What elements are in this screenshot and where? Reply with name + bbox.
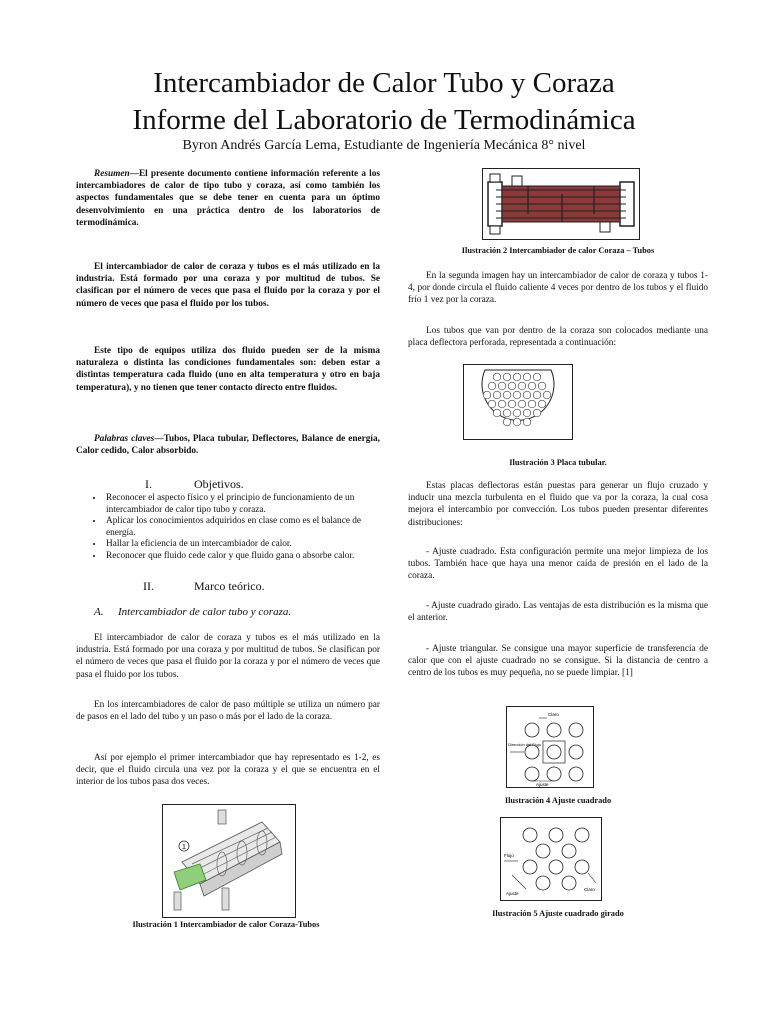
figure-5-caption: Ilustración 5 Ajuste cuadrado girado — [492, 909, 624, 918]
tube-plate-illustration — [463, 364, 573, 440]
figure-1-heat-exchanger — [162, 804, 296, 918]
right-paragraph-1 — [408, 270, 708, 307]
keywords-dash: — — [154, 434, 164, 444]
right-paragraph-6-text: - Ajuste triangular. Se consigue una mayor superficie de transferencia de calor que con el ajuste cuadrado no se consigue. Si la distancia de centro a centro de los tubos es muy pequeña, no se puede limpiar. [1] — [408, 644, 708, 679]
right-paragraph-5-text: - Ajuste cuadrado girado. Las ventajas de esta distribución es la misma que el anterior. — [408, 601, 708, 624]
figure-1-marker: 1 — [182, 844, 186, 851]
heat-exchanger-sectional-illustration — [482, 168, 640, 240]
theory-paragraph-1 — [76, 632, 380, 681]
theory-paragraph-3-text: Así por ejemplo el primer intercambiador que hay representado es 1-2, es decir, que el fluido circula una vez por la coraza y el que se encuentra en el interior de los tubos pasa dos veces. — [76, 753, 380, 788]
figure-3-tube-plate — [463, 364, 573, 440]
right-paragraph-3 — [408, 480, 708, 529]
subsection-a-number: A. — [94, 606, 104, 618]
theory-paragraph-3 — [76, 752, 380, 789]
figure-5-label-left: Flujo — [504, 853, 514, 858]
figure-4-caption: Ilustración 4 Ajuste cuadrado — [504, 796, 612, 805]
paper-author: Byron Andrés García Lema, Estudiante de Ingeniería Mecánica 8° nivel — [182, 138, 586, 153]
paper-title-line-1: Intercambiador de Calor Tubo y Coraza — [153, 67, 615, 99]
right-paragraph-5 — [408, 600, 708, 624]
right-paragraph-6 — [408, 643, 708, 680]
square-pitch-diagram — [506, 706, 594, 788]
figure-4-label-bottom: Ajuste — [536, 782, 549, 787]
objective-item: • Reconocer el aspecto físico y el principio de funcionamiento de un intercambiador de calor tipo tubo y coraza. — [104, 493, 376, 516]
figure-4-label-left: Dirección del Flujo — [508, 742, 541, 747]
right-paragraph-4 — [408, 546, 708, 583]
abstract — [76, 168, 380, 229]
theory-paragraph-1-text: El intercambiador de calor de coraza y tubos es el más utilizado en la industria. Está formado por una coraza y por multitud de tubos. Se clasifican por el número de veces que pasa el fluido por la coraza y por el número de veces que pasa el fluido por los tubos. — [76, 633, 380, 680]
objectives-list — [76, 493, 376, 563]
right-paragraph-3-text: Estas placas deflectoras están puestas para generar un flujo cruzado y inducir una mezcla turbulenta en el fluido que va por la coraza, la cual cosa mejora el intercambio por convección. Los tubos pueden presentar diferentes distribuciones: — [408, 481, 708, 528]
figure-2-caption: Ilustración 2 Intercambiador de calor Coraza – Tubos — [461, 246, 655, 255]
heat-exchanger-3d-illustration — [162, 804, 296, 918]
figure-5-label-right: Claro — [584, 887, 595, 892]
right-paragraph-4-text: - Ajuste cuadrado. Esta configuración permite una mejor limpieza de los tubos. También hace que haya una menor caída de presión en el lado de la coraza. — [408, 547, 708, 582]
intro-paragraph-1 — [76, 261, 380, 310]
figure-4-square-pitch — [506, 706, 594, 788]
section-1-number: I. — [145, 477, 152, 491]
abstract-text: El presente documento contiene información referente a los intercambiadores de calor de tipo tubo y coraza, así como también los aspectos fundamentales que se debe tener en cuenta para un óptimo desenvolvimiento en una práctica dentro de los laboratorios de termodinámica. — [76, 169, 380, 228]
keywords — [76, 433, 380, 457]
figure-5-label-bottom-left: Ajuste — [506, 891, 519, 896]
keywords-label: Palabras claves — [94, 434, 155, 444]
objective-item: • Aplicar los conocimientos adquiridos en clase como es el balance de energía. — [104, 516, 376, 539]
right-paragraph-2 — [408, 325, 708, 349]
section-2-number: II. — [143, 579, 154, 593]
intro-paragraph-1-text: El intercambiador de calor de coraza y tubos es el más utilizado en la industria. Está formado por una coraza y por multitud de tubos. Se clasifican por el número de veces que pasa el fluido por la coraza y por el número de veces que pasa el fluido por los tubos. — [76, 262, 380, 309]
figure-4-label-top: Claro — [548, 712, 559, 717]
keywords-text: Tubos, Placa tubular, Deflectores, Balance de energía, Calor cedido, Calor absorbido. — [76, 434, 380, 457]
theory-paragraph-2 — [76, 699, 380, 723]
subsection-a-title: Intercambiador de calor tubo y coraza. — [118, 606, 292, 618]
right-paragraph-1-text: En la segunda imagen hay un intercambiador de calor de coraza y tubos 1-4, por donde circula el fluido caliente 4 veces por dentro de los tubos y el fluido frío 1 vez por la coraza. — [408, 271, 708, 306]
abstract-dash: — — [129, 169, 139, 179]
rotated-square-pitch-diagram — [500, 817, 602, 901]
figure-1-caption: Ilustración 1 Intercambiador de calor Coraza-Tubos — [132, 920, 320, 929]
theory-paragraph-2-text: En los intercambiadores de calor de paso múltiple se utiliza un número par de pasos en el lado del tubo y un paso o más por el lado de la coraza. — [76, 700, 380, 723]
intro-paragraph-2 — [76, 345, 380, 394]
figure-3-caption: Ilustración 3 Placa tubular. — [509, 458, 607, 467]
figure-2-heat-exchanger — [482, 168, 640, 240]
section-2-title: Marco teórico. — [194, 579, 265, 593]
section-1-title: Objetivos. — [194, 477, 244, 491]
objective-item: • Reconocer que fluido cede calor y que fluido gana o absorbe calor. — [104, 551, 376, 563]
paper-title-line-2: Informe del Laboratorio de Termodinámica — [132, 104, 636, 136]
objective-item: • Hallar la eficiencia de un intercambiador de calor. — [104, 539, 376, 551]
intro-paragraph-2-text: Este tipo de equipos utiliza dos fluido pueden ser de la misma naturaleza o distinta las condiciones fundamentales son: deben estar a distintas temperatura cada fluido (uno en alta temperatura y otro en baja temperatura), y no tienen que tener contacto directo entre fluidos. — [76, 346, 380, 393]
figure-5-rotated-square-pitch — [500, 817, 602, 901]
right-paragraph-2-text: Los tubos que van por dentro de la coraza son colocados mediante una placa deflectora perforada, representada a continuación: — [408, 326, 708, 349]
abstract-label: Resumen — [94, 169, 130, 179]
